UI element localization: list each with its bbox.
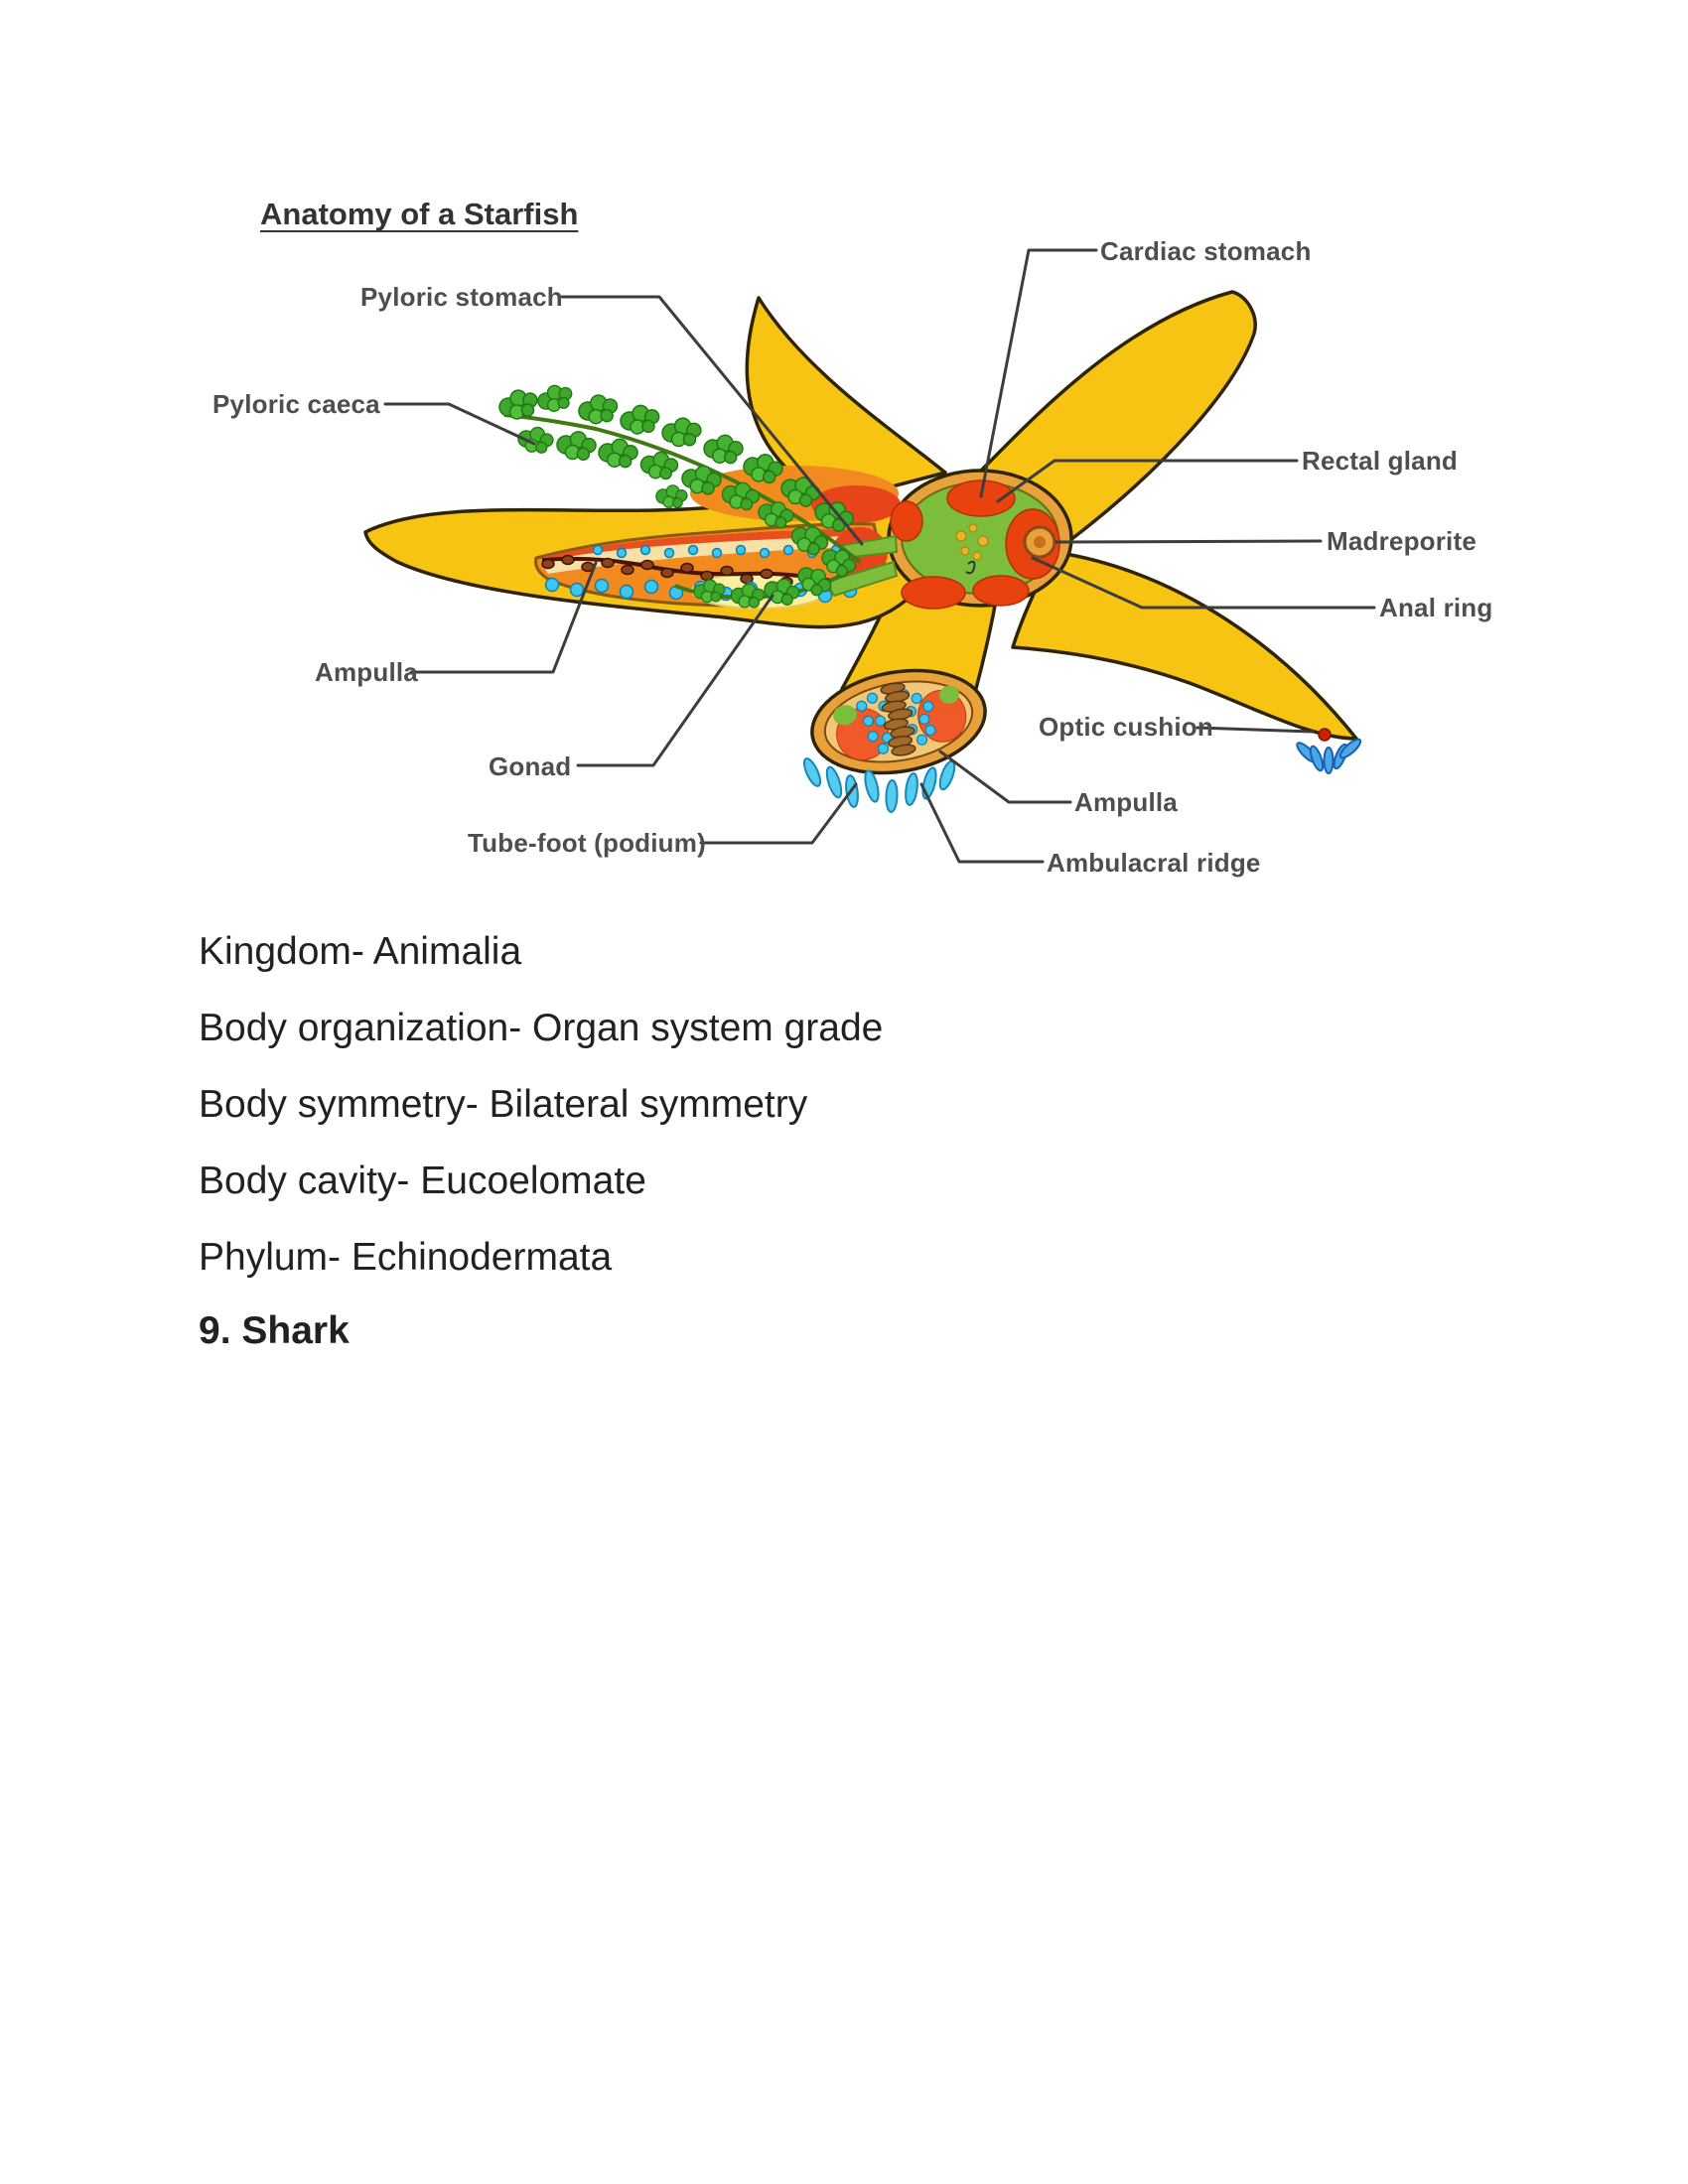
label-anal-ring: Anal ring: [1379, 593, 1493, 622]
label-tube-foot: Tube-foot (podium): [468, 828, 706, 858]
note-shark-heading: 9. Shark: [199, 1309, 350, 1352]
label-optic-cushion: Optic cushion: [1039, 712, 1213, 742]
label-rectal-gland: Rectal gland: [1302, 446, 1458, 476]
arm-right: [1013, 552, 1356, 742]
label-cardiac-stomach: Cardiac stomach: [1100, 236, 1312, 266]
note-kingdom: Kingdom- Animalia: [199, 930, 522, 973]
leader-ambulacral-ridge: [921, 784, 1043, 862]
note-body-organization: Body organization- Organ system grade: [199, 1007, 884, 1049]
label-ampulla-left: Ampulla: [315, 657, 418, 687]
leader-madreporite: [1056, 541, 1321, 542]
label-ambulacral-ridge: Ambulacral ridge: [1047, 848, 1261, 878]
leader-ampulla-right: [940, 751, 1070, 802]
leader-optic-cushion: [1197, 728, 1313, 732]
label-madreporite: Madreporite: [1327, 526, 1477, 556]
label-ampulla-right: Ampulla: [1074, 787, 1178, 817]
label-pyloric-stomach: Pyloric stomach: [360, 282, 563, 312]
note-phylum: Phylum- Echinodermata: [199, 1236, 613, 1279]
label-gonad: Gonad: [489, 751, 572, 781]
diagram-title: Anatomy of a Starfish: [260, 197, 579, 231]
optic-cushion-dot: [1319, 729, 1331, 741]
note-body-cavity: Body cavity- Eucoelomate: [199, 1160, 646, 1202]
label-pyloric-caeca: Pyloric caeca: [212, 389, 380, 419]
cardiac-stomach-lobe: [947, 480, 1015, 516]
note-body-symmetry: Body symmetry- Bilateral symmetry: [199, 1083, 808, 1126]
